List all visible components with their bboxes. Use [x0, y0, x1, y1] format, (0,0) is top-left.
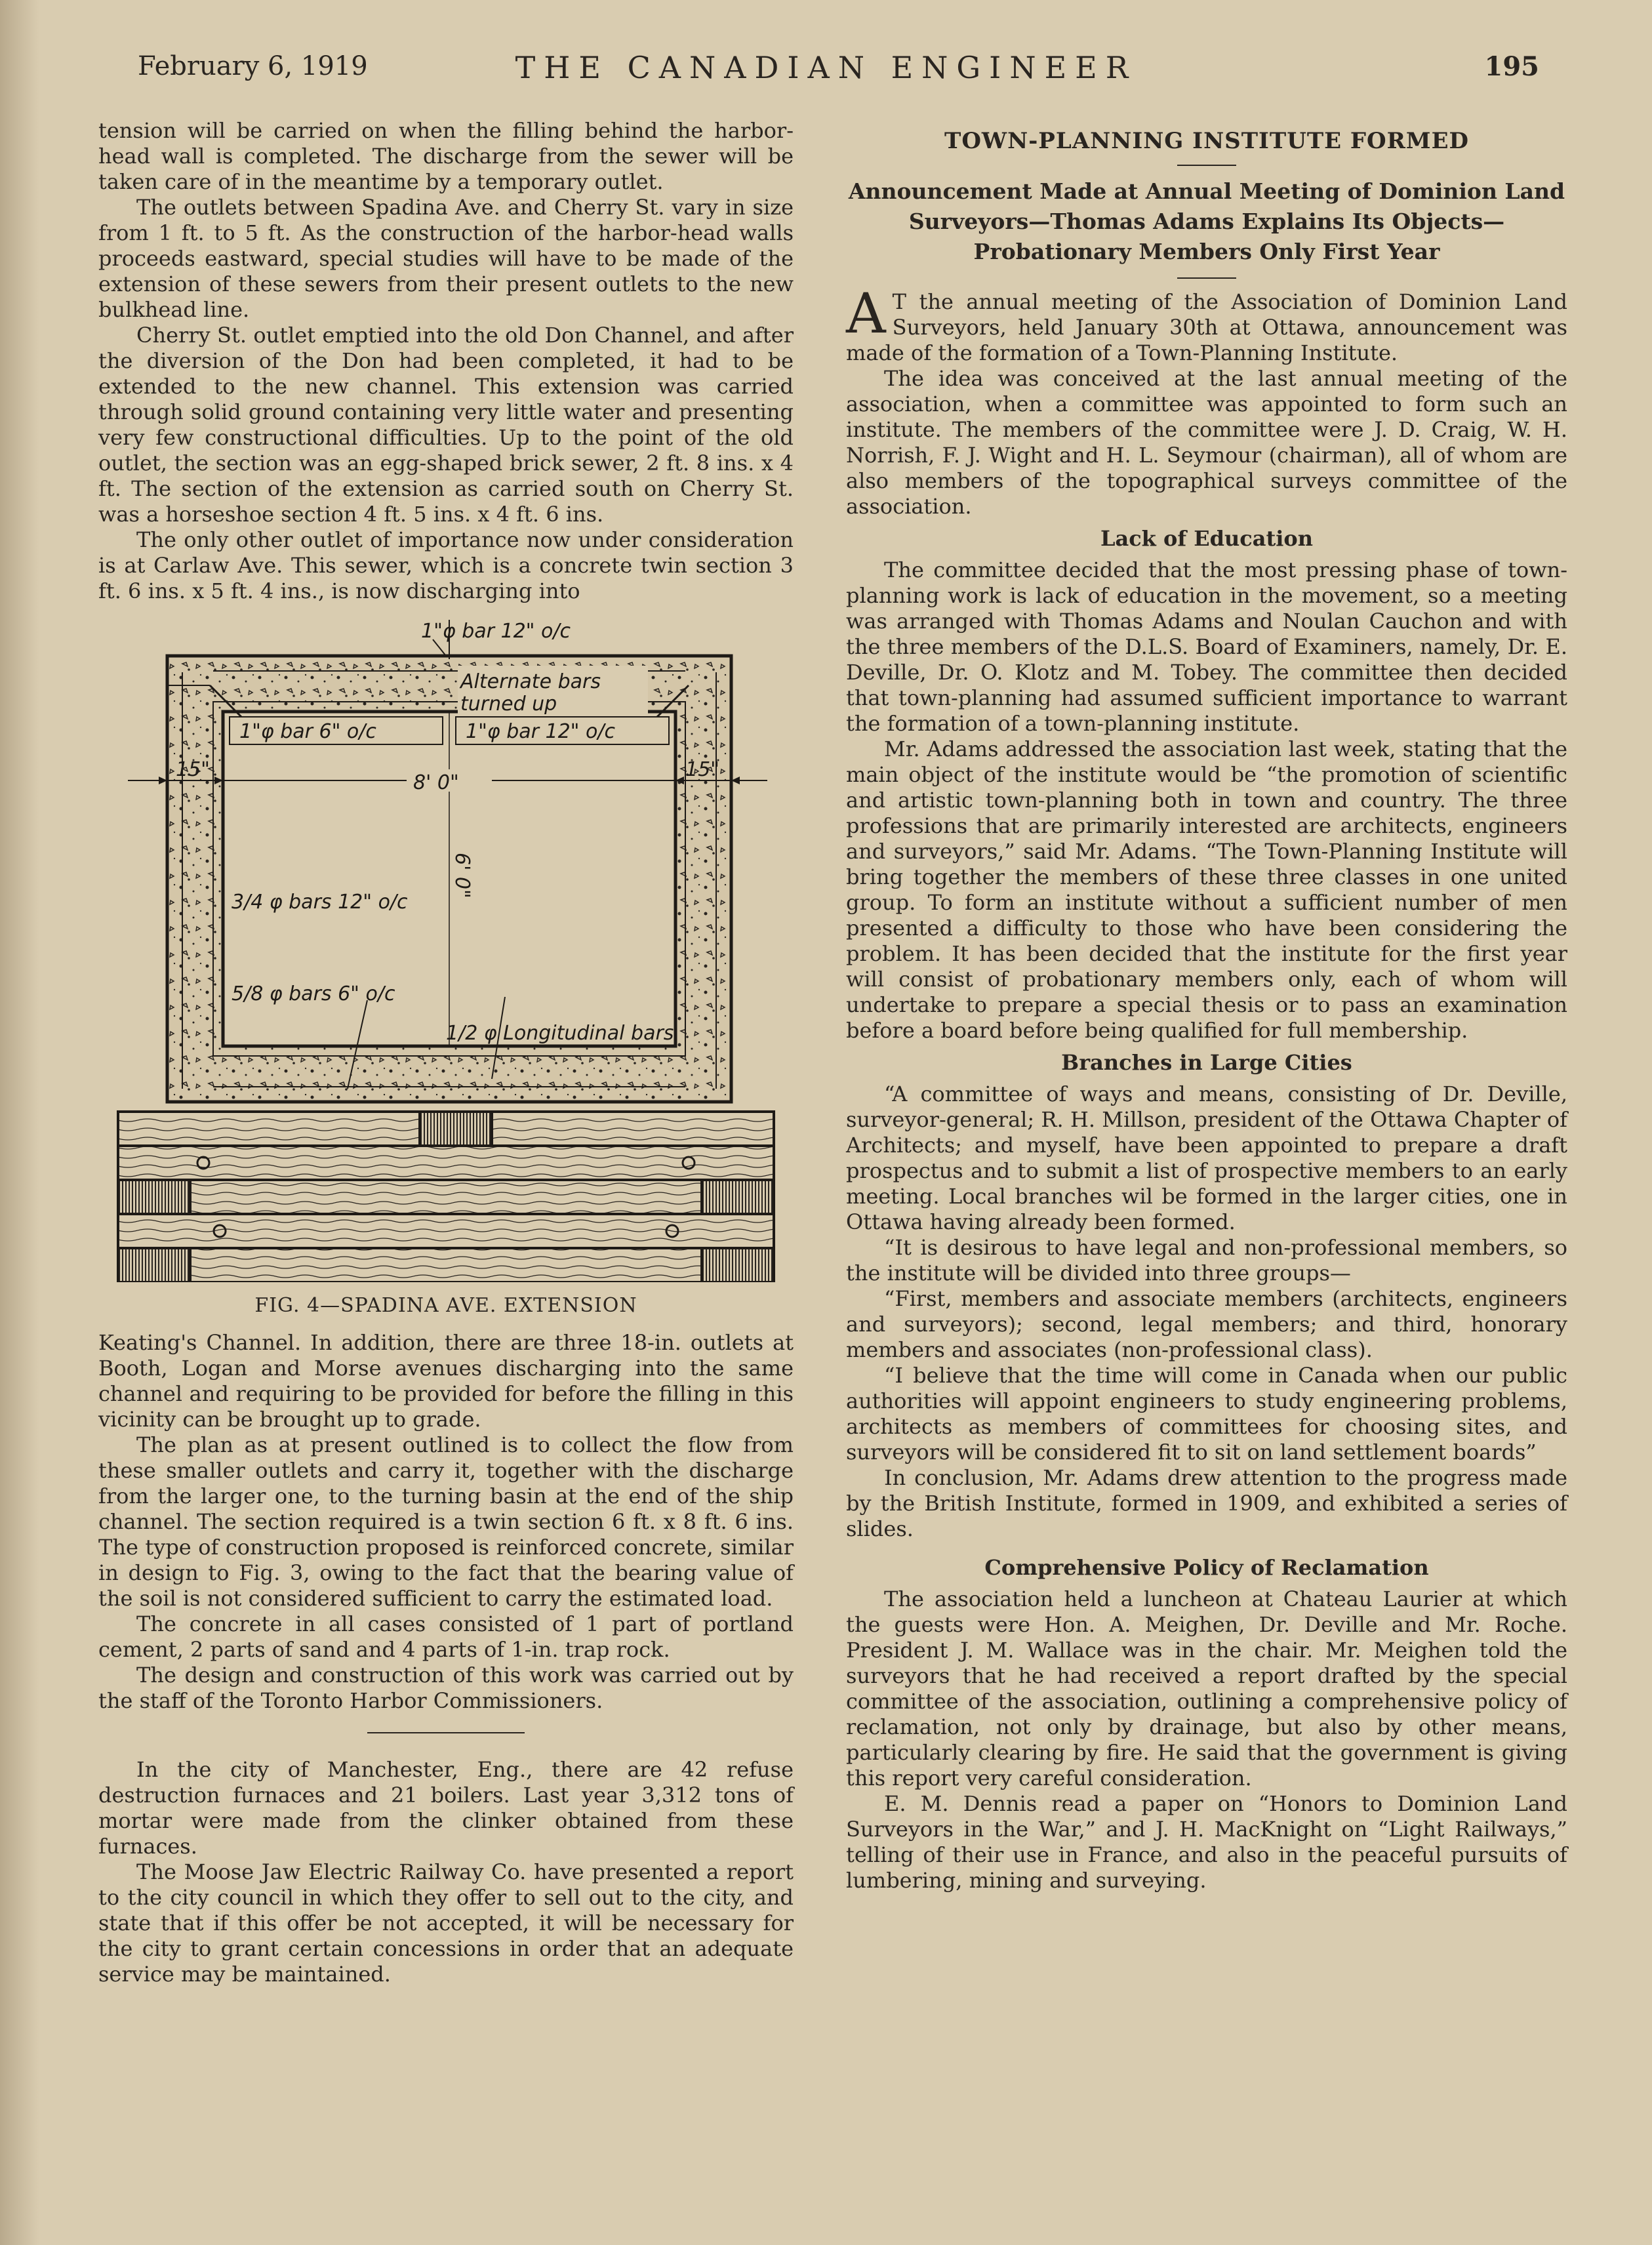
paragraph: In conclusion, Mr. Adams drew attention to the progress made by the British Institute, formed in 1909, and exhibited a series of slides. — [846, 1465, 1567, 1541]
paragraph: Mr. Adams addressed the association last week, stating that the main object of the institute would be “the promotion of scientific and artistic town-planning both in town and country. The three professions that are primarily interested are architects, engineers and surveyors,” said Mr. Adams. “The Town-Planning Institute will bring together the members of these three classes in one united group. To form an institute without a sufficient number of men presented a difficulty to those who have been considering the problem. It has been decided that the institute for the first year will consist of probationary members only, each of whom will undertake to prepare a special thesis or to pass an examination before a board before being qualified for full membership. — [846, 737, 1567, 1043]
bar-12-oc-label: 1"φ bar 12" o/c — [466, 720, 615, 743]
page-number: 195 — [1484, 51, 1539, 82]
paragraph: In the city of Manchester, Eng., there are 42 refuse destruction furnaces and 21 boilers. Last year 3,312 tons of mortar were made from the clinker obtained from these furnaces. — [98, 1757, 794, 1859]
paragraph: The concrete in all cases consisted of 1 part of portland cement, 2 parts of sand and 4 parts of 1-in. trap rock. — [98, 1611, 794, 1662]
article-subtitle: Announcement Made at Annual Meeting of Dominion Land Surveyors—Thomas Adams Explains Its Objects—Probationary Members Only First Year — [848, 178, 1565, 264]
issue-date: February 6, 1919 — [138, 51, 368, 81]
article-title: TOWN-PLANNING INSTITUTE FORMED — [944, 128, 1469, 154]
subtitle-rule — [1177, 277, 1236, 279]
section-heading: Lack of Education — [1100, 526, 1314, 551]
right-column — [846, 128, 1567, 1893]
sewer-section-figure — [98, 620, 794, 1282]
running-header — [0, 46, 1652, 85]
section-heading: Comprehensive Policy of Reclamation — [984, 1555, 1429, 1580]
paragraph: “A committee of ways and means, consisting of Dr. Deville, surveyor-general; R. H. Millson, president of the Ottawa Chapter of Architects; and myself, have been appointed to prepare a draft prospectus and to submit a list of prospective members to an early meeting. Local branches wil be formed in the larger cities, one in Ottawa having already been formed. — [846, 1082, 1567, 1234]
paragraph: “I believe that the time will come in Canada when our public authorities will appoint engineers to study engineering problems, architects as members of committees for choosing sites, and surveyors will be considered fit to sit on land settlement boards” — [846, 1363, 1567, 1465]
left-wall-dim: 15" — [176, 758, 210, 781]
paragraph: Keating's Channel. In addition, there are three 18-in. outlets at Booth, Logan and Morse avenues discharging into the same channel and requiring to be provided for before the filling in this vicinity can be brought up to grade. — [98, 1330, 794, 1432]
paragraph: The plan as at present outlined is to collect the flow from these smaller outlets and carry it, together with the discharge from the larger one, to the turning basin at the end of the ship channel. The section required is a twin section 6 ft. x 8 ft. 6 ins. The type of construction proposed is reinforced concrete, similar in design to Fig. 3, owing to the fact that the bearing value of the soil is not considered sufficient to carry the estimated load. — [98, 1432, 794, 1611]
journal-title: THE CANADIAN ENGINEER — [515, 50, 1137, 85]
alternate-bars-label: Alternate bars — [460, 670, 601, 693]
paragraph: The association held a luncheon at Chateau Laurier at which the guests were Hon. A. Meighen, Dr. Deville and Mr. Roche. President J. M. Wallace was in the chair. Mr. Meighen told the surveyors that he had received a report drafted by the special committee of the association, outlining a comprehensive policy of reclamation, not only by drainage, but also by other means, particularly clearing by fire. He said that the government is giving this report very careful consideration. — [846, 1587, 1567, 1790]
paragraph: The committee decided that the most pressing phase of town-planning work is lack of education in the movement, so a meeting was arranged with Thomas Adams and Noulan Cauchon and with the three members of the D.L.S. Board of Examiners, namely, Dr. E. Deville, Dr. O. Klotz and M. Tobey. The committee then decided that town-planning had assumed sufficient importance to warrant the formation of a town-planning institute. — [846, 557, 1567, 736]
lead-text: T the annual meeting of the Association of Dominion Land Surveyors, held January 30th at Ottawa, announcement was made of the formation of a Town-Planning Institute. — [846, 289, 1567, 365]
section-heading: Branches in Large Cities — [1061, 1050, 1352, 1075]
paragraph: The only other outlet of importance now under consideration is at Carlaw Ave. This sewer, which is a concrete twin section 3 ft. 6 ins. x 5 ft. 4 ins., is now discharging into — [98, 527, 794, 603]
paragraph: The outlets between Spadina Ave. and Cherry St. vary in size from 1 ft. to 5 ft. As the construction of the harbor-head walls proceeds eastward, special studies will have to be made of the extension of these sewers from their present outlets to the new bulkhead line. — [98, 195, 794, 322]
sewer-section-drawing — [98, 620, 794, 1282]
paragraph: The design and construction of this work was carried out by the staff of the Toronto Harbor Commissioners. — [98, 1663, 794, 1713]
section-divider — [367, 1732, 525, 1733]
top-bar-label: 1"φ bar 12" o/c — [421, 620, 571, 643]
turned-up-label: turned up — [460, 693, 557, 716]
drop-cap: A — [846, 281, 886, 346]
paragraph: E. M. Dennis read a paper on “Honors to Dominion Land Surveyors in the War,” and J. H. MacKnight on “Light Railways,” telling of their use in France, and also in the peaceful pursuits of lumbering, mining and surveying. — [846, 1791, 1567, 1893]
paragraph: “It is desirous to have legal and non-professional members, so the institute will be divided into three groups— — [846, 1235, 1567, 1285]
inside-width-dim: 8' 0" — [413, 771, 459, 794]
figure-caption: FIG. 4—SPADINA AVE. EXTENSION — [254, 1294, 637, 1317]
paragraph: Cherry St. outlet emptied into the old Don Channel, and after the diversion of the Don had been completed, it had to be extended to the new channel. This extension was carried through solid ground containing very little water and presenting very few constructional difficulties. Up to the point of the old outlet, the section was an egg-shaped brick sewer, 2 ft. 8 ins. x 4 ft. The section of the extension as carried south on Cherry St. was a horseshoe section 4 ft. 5 ins. x 4 ft. 6 ins. — [98, 323, 794, 527]
page-edge-shadow — [0, 0, 39, 2245]
paragraph: The Moose Jaw Electric Railway Co. have presented a report to the city council in which they offer to sell out to the city, and state that if this offer be not accepted, it will be necessary for the city to grant certain concessions in order that an adequate service may be maintained. — [98, 1859, 794, 1987]
title-rule — [1177, 165, 1236, 166]
left-column — [98, 118, 794, 1987]
timber-foundation — [118, 1112, 774, 1282]
bar-6-oc-label: 1"φ bar 6" o/c — [239, 720, 376, 743]
paragraph: tension will be carried on when the filling behind the harbor-head wall is completed. The discharge from the sewer will be taken care of in the meantime by a temporary outlet. — [98, 118, 794, 194]
right-wall-dim: 15" — [685, 758, 719, 781]
paragraph: “First, members and associate members (architects, engineers and surveyors); second, legal members; and third, honorary members and associates (non-professional class). — [846, 1286, 1567, 1362]
five-eighth-bars-label: 5/8 φ bars 6" o/c — [232, 982, 395, 1005]
inside-height-dim: 6' 0" — [451, 853, 473, 899]
three-quarter-bars-label: 3/4 φ bars 12" o/c — [232, 891, 408, 914]
longitudinal-bars-label: 1/2 φ Longitudinal bars — [446, 1022, 674, 1045]
paragraph: The idea was conceived at the last annual meeting of the association, when a committee was appointed to form such an institute. The members of the committee were J. D. Craig, W. H. Norrish, F. J. Wight and H. L. Seymour (chairman), all of whom are also members of the topographical surveys committee of the association. — [846, 366, 1567, 519]
lead-paragraph — [846, 281, 1567, 366]
